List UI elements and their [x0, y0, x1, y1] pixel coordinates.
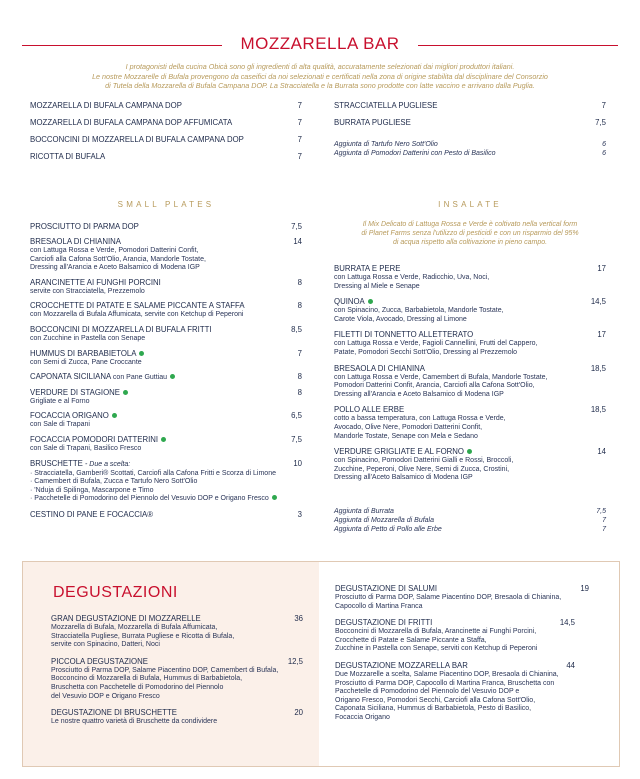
insalate-heading: INSALATE	[438, 200, 502, 209]
item-price: 7	[297, 348, 302, 358]
item-name: FILETTI DI TONNETTO ALLETTERATO	[334, 330, 474, 340]
mozzarella-right-list	[334, 101, 606, 158]
item-price: 8	[297, 387, 302, 397]
menu-item	[30, 301, 302, 320]
addon-name: Aggiunta di Mozzarella di Bufala	[334, 516, 435, 524]
menu-item	[334, 447, 606, 483]
item-desc: Dressing al Miele e Senape	[334, 282, 420, 290]
item-name: VERDURE DI STAGIONE	[30, 387, 120, 397]
item-price: 7,5	[595, 118, 606, 127]
item-price: 7	[297, 135, 302, 144]
item-desc: Prosciutto di Parma DOP, Salame Piacentino DOP, Camembert di Bufala,	[51, 666, 279, 674]
addon-name: Aggiunta di Petto di Pollo alle Erbe	[334, 525, 442, 533]
insalate-intro-line: Il Mix Delicato di Lattuga Rossa e Verde è coltivato nella vertical form	[362, 221, 578, 228]
item-name: BRESAOLA DI CHIANINA	[30, 237, 121, 246]
mozzarella-left-list	[30, 101, 302, 162]
item-desc: servite con Stracciatella, Prezzemolo	[30, 287, 145, 295]
vegan-dot-icon	[139, 351, 144, 356]
intro-line: Le nostre Mozzarelle di Bufala provengono da caseifici da noi selezionati e certificati nella zona di origine stabilita dal disciplinare del Consorzio	[92, 71, 548, 81]
item-desc: Prosciutto di Parma DOP, Capocollo di Martina Franca, Bruschetta con	[335, 679, 555, 687]
item-price: 10	[293, 458, 302, 468]
item-price: 7,5	[291, 222, 302, 231]
item-desc: Caponata Siciliana, Hummus di Barbabietola, Pesto di Basilico,	[335, 705, 532, 713]
insalate-intro-line: di acqua rispetto alla coltivazione in pieno campo.	[392, 239, 548, 246]
item-price: 14,5	[559, 618, 575, 628]
vegan-dot-icon	[272, 495, 277, 500]
addon-price: 7	[602, 525, 606, 533]
item-desc: Zucchine in Pastella con Senape, serviti con Ketchup di Peperoni	[335, 645, 538, 653]
item-name: FOCACCIA POMODORI DATTERINI	[30, 434, 159, 444]
menu-item	[334, 297, 606, 324]
item-desc-text: · Pacchetelle di Pomodorino del Piennolo del Vesuvio DOP e Origano Fresco	[30, 495, 269, 503]
item-price: 18,5	[590, 363, 606, 373]
item-desc: con Sale di Trapani	[30, 421, 90, 429]
addon-item	[334, 140, 606, 149]
item-desc: con Zucchine in Pastella con Senape	[30, 334, 146, 342]
item-price: 19	[580, 584, 589, 593]
item-desc: Prosciutto di Parma DOP, Salame Piacentino DOP, Bresaola di Chianina,	[335, 594, 562, 601]
item-name: QUINOA	[334, 297, 365, 307]
menu-item	[334, 330, 606, 357]
vegan-dot-icon	[170, 374, 175, 379]
menu-header	[22, 34, 618, 56]
intro-line: I protagonisti della cucina Obicà sono gli ingredienti di alta qualità, accuratamente selezionati dai migliori produttori italiani.	[125, 62, 515, 71]
item-desc: Due Mozzarelle a scelta, Salame Piacentino DOP, Bresaola di Chianina,	[335, 670, 559, 678]
item-name: MOZZARELLA DI BUFALA CAMPANA DOP	[30, 101, 182, 110]
menu-item	[30, 510, 302, 520]
item-name: HUMMUS DI BARBABIETOLA	[30, 348, 137, 358]
item-desc: Origano Fresco, Pomodori Secchi, Carciofi alla Cafona Sott'Olio,	[335, 696, 536, 704]
menu-item	[30, 411, 302, 430]
item-name: DEGUSTAZIONE DI SALUMI	[335, 584, 438, 593]
item-desc: Bocconcino di Mozzarella di Bufala, Hummus di Barbabietola,	[51, 675, 243, 683]
degustazioni-left-list	[51, 614, 303, 727]
item-name: DEGUSTAZIONE DI BRUSCHETTE	[51, 708, 177, 718]
item-name: BOCCONCINI DI MOZZARELLA DI BUFALA FRITTI	[30, 324, 212, 334]
addon-price: 6	[602, 150, 606, 157]
item-desc: Pomodori Datterini Confit, Arancia, Carciofi alla Cafona Sott'Olio,	[334, 382, 535, 390]
item-desc: Le nostre quattro varietà di Bruschette da condividere	[51, 718, 218, 726]
addon-name: Aggiunta di Tartufo Nero Sott'Olio	[334, 141, 438, 148]
vegan-dot-icon	[467, 449, 472, 454]
item-desc: Dressing all'Arancia e Aceto Balsamico di Modena IGP	[30, 264, 200, 272]
menu-item	[51, 614, 303, 650]
item-price: 7	[297, 101, 302, 110]
item-desc: Bocconcini di Mozzarella di Bufala, Arancinette ai Funghi Porcini,	[335, 628, 537, 636]
item-price: 36	[294, 614, 303, 623]
item-desc: Avocado, Olive Nere, Pomodori Datterini Confit,	[334, 423, 483, 431]
item-name: BOCCONCINI DI MOZZARELLA DI BUFALA CAMPANA DOP	[30, 135, 244, 144]
item-name: DEGUSTAZIONE DI FRITTI	[335, 618, 433, 628]
item-desc: con Mozzarella di Bufala Affumicata, servite con Ketchup di Peperoni	[30, 311, 244, 319]
item-desc: Capocollo di Martina Franca	[335, 602, 423, 610]
item-desc: Stracciatella Pugliese, Burrata Pugliese e Ricotta di Bufala,	[51, 632, 235, 640]
menu-item	[51, 657, 303, 701]
item-name: BRUSCHETTE	[30, 458, 83, 468]
item-price: 14	[293, 237, 302, 246]
item-price: 17	[597, 264, 606, 273]
item-desc: con Spinacino, Pomodori Datterini Gialli e Rossi, Broccoli,	[334, 457, 514, 465]
item-desc: Bruschetta con Pacchetelle di Pomodorino del Piennolo	[51, 683, 224, 691]
menu-item	[335, 618, 589, 654]
item-price: 44	[566, 660, 575, 670]
menu-item	[334, 364, 606, 400]
item-desc: con Lattuga Rossa e Verde, Fagioli Cannellini, Frutti del Cappero,	[334, 340, 538, 348]
item-price: 7,5	[291, 434, 302, 444]
item-price: 18,5	[590, 405, 606, 415]
menu-item	[30, 237, 302, 273]
menu-item	[30, 101, 302, 111]
menu-item	[334, 101, 606, 111]
menu-item	[30, 152, 302, 162]
item-name: MOZZARELLA DI BUFALA CAMPANA DOP AFFUMICATA	[30, 118, 233, 127]
item-name: FOCACCIA ORIGANO	[30, 411, 109, 421]
insalate-intro	[334, 220, 606, 247]
item-desc: Mandorle Tostate, Senape con Mela e Sedano	[334, 432, 478, 440]
item-desc: Zucchine, Peperoni, Olive Nere, Semi di Zucca, Crostini,	[334, 465, 510, 473]
item-desc: con Spinacino, Zucca, Barbabietola, Mandorle Tostate,	[334, 307, 504, 315]
menu-item	[30, 118, 302, 128]
item-price: 14,5	[590, 297, 606, 307]
item-desc: Grigliate e al Forno	[30, 397, 90, 405]
menu-item	[334, 405, 606, 441]
menu-item	[30, 459, 302, 504]
degustazioni-box	[22, 561, 620, 767]
item-price: 8,5	[291, 324, 302, 334]
item-desc: · 'Nduja di Spilinga, Mascarpone e Timo	[30, 486, 154, 494]
item-name: CAPONATA SICILIANA	[30, 372, 111, 382]
addon-price: 6	[602, 141, 606, 148]
menu-item	[30, 222, 302, 232]
addon-item	[334, 516, 606, 525]
menu-item	[30, 372, 302, 383]
item-name: PICCOLA DEGUSTAZIONE	[51, 656, 148, 666]
item-price: 7	[297, 118, 302, 127]
item-name: CROCCHETTE DI PATATE E SALAME PICCANTE A STAFFA	[30, 301, 245, 311]
vegan-dot-icon	[112, 413, 117, 418]
menu-item	[51, 708, 303, 727]
menu-item	[334, 264, 606, 291]
item-price: 8	[297, 277, 302, 287]
item-desc: con Lattuga Rossa e Verde, Radicchio, Uva, Noci,	[334, 274, 490, 281]
item-desc: Dressing all'Arancia e Aceto Balsamico di Modena IGP	[334, 390, 504, 398]
menu-item	[334, 118, 606, 128]
header-rule-right	[418, 45, 618, 46]
insalate-list	[334, 264, 606, 534]
item-name: DEGUSTAZIONE MOZZARELLA BAR	[335, 660, 468, 670]
item-name: RICOTTA DI BUFALA	[30, 152, 106, 161]
item-desc: · Camembert di Bufala, Zucca e Tartufo Nero Sott'Olio	[30, 478, 198, 486]
item-name: STRACCIATELLA PUGLIESE	[334, 101, 438, 110]
item-name: CESTINO DI PANE E FOCACCIA®	[30, 509, 154, 519]
degustazioni-right-list	[335, 584, 589, 723]
item-desc: con Lattuga Rossa e Verde, Camembert di Bufala, Mandorle Tostate,	[334, 373, 548, 381]
item-price: 12,5	[287, 656, 303, 666]
item-note: - Due a scelta:	[85, 460, 131, 468]
menu-item	[30, 135, 302, 145]
item-name: BURRATA E PERE	[334, 264, 401, 273]
menu-title: MOZZARELLA BAR	[240, 34, 400, 53]
intro-line: di Tutela della Mozzarella di Bufala Campana DOP. La Stracciatella e la Burrata sono prodotte con latte vaccino e arrivano dalla Puglia.	[105, 81, 535, 91]
item-price: 3	[297, 509, 302, 519]
addon-price: 7	[602, 516, 606, 524]
item-desc: con Lattuga Rossa e Verde, Pomodori Datterini Confit,	[30, 247, 199, 254]
addon-name: Aggiunta di Burrata	[334, 507, 394, 515]
insalate-intro-line: di Planet Farms senza l'utilizzo di pesticidi e con un risparmio del 95%	[361, 230, 579, 237]
item-desc: · Stracciatella, Gamberi® Scottati, Carciofi alla Cafona Fritti e Scorza di Limone	[30, 469, 276, 477]
item-name: BURRATA PUGLIESE	[334, 118, 411, 127]
item-price: 17	[597, 330, 606, 340]
menu-item	[30, 349, 302, 368]
item-name: ARANCINETTE AI FUNGHI PORCINI	[30, 277, 161, 287]
vegan-dot-icon	[368, 299, 373, 304]
item-suffix: con Pane Guttiau	[112, 374, 168, 382]
item-desc: Carciofi alla Cafona Sott'Olio, Arancia, Mandorle Tostate,	[30, 255, 206, 263]
item-desc: Pacchetelle di Pomodorino del Piennolo del Vesuvio DOP e	[335, 688, 520, 696]
item-desc: Carote Viola, Avocado, Dressing al Limone	[334, 315, 467, 323]
addon-price: 7,5	[596, 507, 606, 515]
menu-item	[30, 435, 302, 454]
item-name: PROSCIUTTO DI PARMA DOP	[30, 222, 139, 231]
addon-item	[334, 525, 606, 534]
item-name: BRESAOLA DI CHIANINA	[334, 363, 425, 373]
item-name: GRAN DEGUSTAZIONE DI MOZZARELLE	[51, 614, 201, 623]
menu-item	[30, 325, 302, 344]
degustazioni-title: DEGUSTAZIONI	[53, 584, 178, 601]
item-price: 8	[297, 372, 302, 382]
item-desc: Crocchette di Patate e Salame Piccante a Staffa,	[335, 636, 487, 644]
item-name: VERDURE GRIGLIATE E AL FORNO	[334, 447, 464, 457]
menu-item	[335, 584, 589, 611]
vegan-dot-icon	[123, 390, 128, 395]
small-plates-list	[30, 222, 302, 520]
item-desc: Focaccia Origano	[335, 713, 390, 721]
item-price: 7	[601, 101, 606, 110]
item-name: POLLO ALLE ERBE	[334, 405, 405, 415]
item-desc: del Vesuvio DOP e Origano Fresco	[51, 692, 160, 700]
item-desc: Mozzarella di Bufala, Mozzarella di Bufala Affumicata,	[51, 624, 218, 631]
item-desc: Dressing all'Aceto Balsamico di Modena IGP	[334, 474, 473, 482]
addon-name: Aggiunta di Pomodori Datterini con Pesto di Basilico	[334, 150, 496, 157]
menu-item	[30, 278, 302, 297]
item-price: 14	[597, 447, 606, 457]
item-desc	[30, 495, 302, 504]
item-desc: servite con Spinacino, Datteri, Noci	[51, 641, 160, 649]
item-price: 6,5	[291, 411, 302, 421]
menu-item	[335, 661, 589, 723]
addon-item	[334, 149, 606, 158]
intro-text	[60, 62, 580, 91]
vegan-dot-icon	[161, 437, 166, 442]
addon-item	[334, 507, 606, 516]
menu-item	[30, 388, 302, 407]
item-price: 7	[297, 152, 302, 161]
item-desc: con Sale di Trapani, Basilico Fresco	[30, 444, 142, 452]
item-price: 20	[294, 708, 303, 718]
item-desc: Patate, Pomodori Secchi Sott'Olio, Dressing al Prezzemolo	[334, 348, 518, 356]
item-desc: con Semi di Zucca, Pane Croccante	[30, 358, 142, 366]
item-desc: cotto a bassa temperatura, con Lattuga Rossa e Verde,	[334, 415, 506, 423]
item-price: 8	[297, 301, 302, 311]
small-plates-heading: SMALL PLATES	[117, 200, 215, 209]
